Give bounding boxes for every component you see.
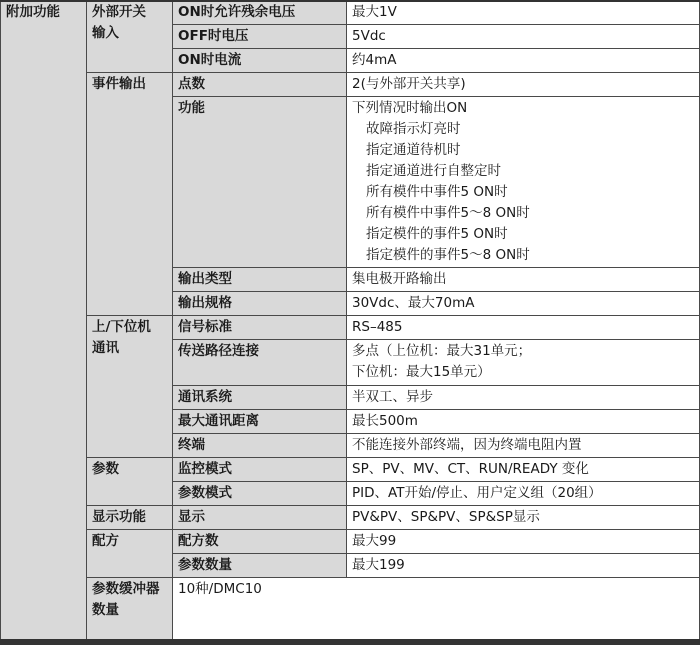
item-value: 半双工、异步	[347, 386, 700, 410]
function-line: 指定通道进行自整定时	[366, 163, 501, 179]
item-label: 终端	[173, 434, 347, 458]
function-line: 下列情况时输出ON	[352, 100, 468, 116]
table-row	[1, 73, 700, 97]
item-value	[347, 340, 700, 386]
table-row	[1, 1, 700, 25]
item-value: 30Vdc、最大70mA	[347, 292, 700, 316]
item-label: 信号标准	[173, 316, 347, 340]
bottom-rule	[0, 639, 700, 645]
item-value: RS–485	[347, 316, 700, 340]
function-line: 指定通道待机时	[366, 142, 461, 158]
group-label-communication: 上/下位机 通讯	[87, 316, 173, 458]
item-value: 不能连接外部终端，因为终端电阻内置	[347, 434, 700, 458]
group-label-recipe: 配方	[87, 530, 173, 578]
item-label: ON时允许残余电压	[173, 1, 347, 25]
group-label-parameter-buffer: 参数缓冲器 数量	[87, 578, 173, 642]
function-line: 指定模件的事件5～8 ON时	[366, 247, 530, 263]
item-value: PV&PV、SP&PV、SP&SP显示	[347, 506, 700, 530]
value-line: 多点（上位机：最大31单元；	[352, 343, 532, 359]
item-value: 最长500m	[347, 410, 700, 434]
item-value: SP、PV、MV、CT、RUN/READY 变化	[347, 458, 700, 482]
function-line: 指定模件的事件5 ON时	[366, 226, 508, 242]
group-label-display: 显示功能	[87, 506, 173, 530]
item-label: 监控模式	[173, 458, 347, 482]
table-row	[1, 316, 700, 340]
item-label: 参数数量	[173, 554, 347, 578]
item-label: 输出类型	[173, 268, 347, 292]
table-row	[1, 530, 700, 554]
item-label: 显示	[173, 506, 347, 530]
item-value: 集电极开路输出	[347, 268, 700, 292]
value-line: 下位机：最大15单元）	[352, 364, 491, 380]
table-row	[1, 506, 700, 530]
item-label: 功能	[173, 97, 347, 268]
item-label: 输出规格	[173, 292, 347, 316]
section-label: 附加功能	[1, 1, 87, 642]
function-line: 所有模件中事件5～8 ON时	[366, 205, 530, 221]
function-value	[347, 97, 700, 268]
item-label: OFF时电压	[173, 25, 347, 49]
table-row	[1, 578, 700, 642]
function-line: 所有模件中事件5 ON时	[366, 184, 508, 200]
table-row	[1, 458, 700, 482]
item-value: 10种/DMC10	[173, 578, 700, 642]
item-label: 最大通讯距离	[173, 410, 347, 434]
item-label: 参数模式	[173, 482, 347, 506]
top-rule	[0, 0, 700, 2]
group-label-parameters: 参数	[87, 458, 173, 506]
group-label-event-output: 事件输出	[87, 73, 173, 316]
item-value: 最大199	[347, 554, 700, 578]
item-label: ON时电流	[173, 49, 347, 73]
item-value: 最大99	[347, 530, 700, 554]
item-label: 点数	[173, 73, 347, 97]
item-label: 传送路径连接	[173, 340, 347, 386]
function-line: 故障指示灯亮时	[366, 121, 461, 137]
item-label: 通讯系统	[173, 386, 347, 410]
item-label: 配方数	[173, 530, 347, 554]
item-value: 5Vdc	[347, 25, 700, 49]
group-label-external-input: 外部开关 输入	[87, 1, 173, 73]
item-value: PID、AT开始/停止、用户定义组（20组）	[347, 482, 700, 506]
item-value: 约4mA	[347, 49, 700, 73]
item-value: 最大1V	[347, 1, 700, 25]
item-value: 2(与外部开关共享)	[347, 73, 700, 97]
